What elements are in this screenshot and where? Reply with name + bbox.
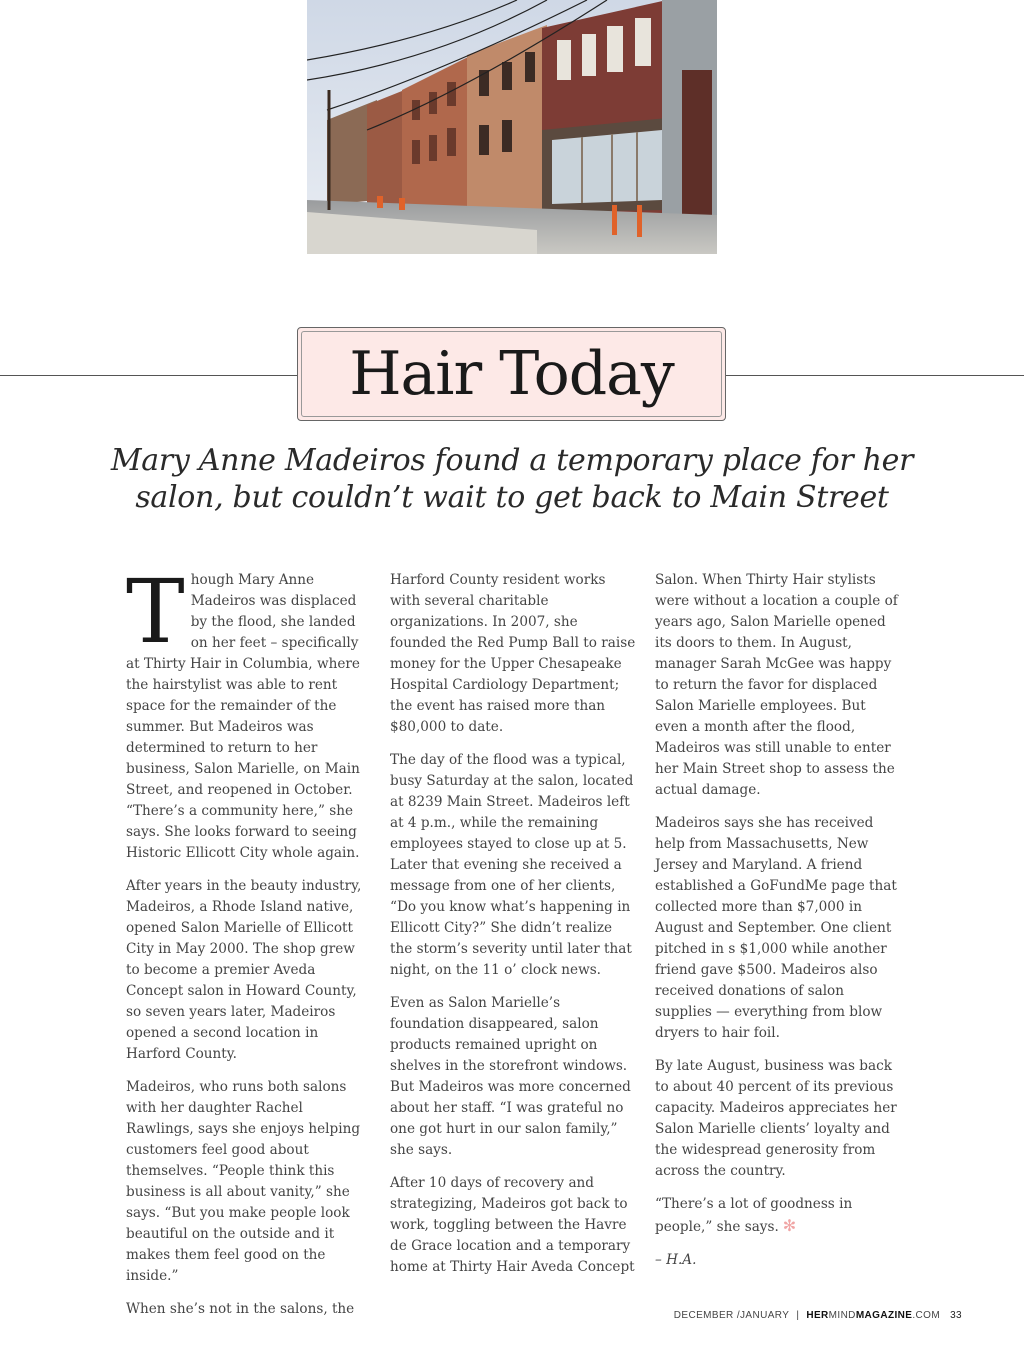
article-title: Hair Today (349, 339, 674, 409)
page-number: 33 (950, 1310, 962, 1321)
street-photo (307, 0, 717, 254)
paragraph: After 10 days of recovery and strategizing, Madeiros got back to work, toggling between the Havre de Grace location and a temporary home at Thirty Hair Aveda Concept (390, 1175, 635, 1275)
dropcap: T (126, 560, 185, 663)
issue-date: DECEMBER /JANUARY (673, 1310, 790, 1321)
paragraph: Madeiros says she has received help from Massachusetts, New Jersey and Maryland. A friend established a GoFundMe page that collected more than $7,000 in August and September. One client pitched in s $1,000 while another friend gave $500. Madeiros also received donations of salon supplies — everything from blow dryers to hair foil. (655, 815, 897, 1041)
article-column-3 (655, 570, 901, 1283)
paragraph: The day of the flood was a typical, busy Saturday at the salon, located at 8239 Main Street. Madeiros left at 4 p.m., while the remaining employees stayed to close up at 5. Later that evening she received a message from one of her clients, “Do you know what’s happening in Ellicott City?” She didn’t realize the storm’s severity until later that night, on the 11 o’ clock news. (390, 752, 634, 978)
paragraph-text: hough Mary Anne Madeiros was displaced by the flood, she landed on her feet – specifically at Thirty Hair in Columbia, where the hairstylist was able to rent space for the remainder of the summer. But Madeiros was determined to return to her business, Salon Marielle, on Main Street, and reopened in October. “There’s a community here,” she says. She looks forward to seeing Historic Ellicott City whole again. (126, 572, 360, 861)
title-box (297, 327, 726, 421)
footer-separator: | (796, 1310, 800, 1321)
paragraph: Salon. When Thirty Hair stylists were without a location a couple of years ago, Salon Marielle opened its doors to them. In August, manager Sarah McGee was happy to return the favor for displaced Salon Marielle employees. But even a month after the flood, Madeiros was still unable to enter her Main Street shop to assess the actual damage. (655, 572, 898, 798)
site-name-her: HER (806, 1310, 829, 1321)
paragraph (655, 1194, 901, 1238)
site-name-magazine: MAGAZINE (855, 1310, 913, 1321)
article-column-2 (390, 570, 636, 1290)
site-name-tld: .COM (912, 1310, 941, 1321)
paragraph: After years in the beauty industry, Madeiros, a Rhode Island native, opened Salon Marielle of Ellicott City in May 2000. The shop grew to become a premier Aveda Concept salon in Howard County, so seven years later, Madeiros opened a second location in Harford County. (126, 878, 362, 1062)
site-name-mind: MIND (828, 1310, 856, 1321)
title-rule-right (726, 375, 1024, 376)
paragraph: Madeiros, who runs both salons with her daughter Rachel Rawlings, says she enjoys helping customers feel good about themselves. “People think this business is all about vanity,” she says. “But you make people look beautiful on the outside and it makes them feel good on the inside.” (126, 1079, 361, 1284)
page-footer (674, 1310, 962, 1321)
closing-quote: “There’s a lot of goodness in people,” she says. (655, 1196, 853, 1235)
byline: – H.A. (655, 1252, 697, 1268)
flower-icon: ✻ (782, 1216, 797, 1235)
article-column-1 (126, 560, 372, 1332)
paragraph: Even as Salon Marielle’s foundation disappeared, salon products remained upright on shelves in the storefront windows. But Madeiros was more concerned about her staff. “I was grateful no one got hurt in our salon family,” she says. (390, 995, 631, 1158)
paragraph: By late August, business was back to about 40 percent of its previous capacity. Madeiros appreciates her Salon Marielle clients’ loyalty and the widespread generosity from across the country. (655, 1058, 897, 1179)
paragraph (126, 560, 372, 864)
article-subtitle: Mary Anne Madeiros found a temporary place for her salon, but couldn’t wait to get back to Main Street (110, 443, 914, 515)
paragraph: When she’s not in the salons, the (126, 1301, 355, 1317)
paragraph: Harford County resident works with several charitable organizations. In 2007, she founded the Red Pump Ball to raise money for the Upper Chesapeake Hospital Cardiology Department; the event has raised more than $80,000 to date. (390, 572, 636, 735)
title-rule-left (0, 375, 297, 376)
